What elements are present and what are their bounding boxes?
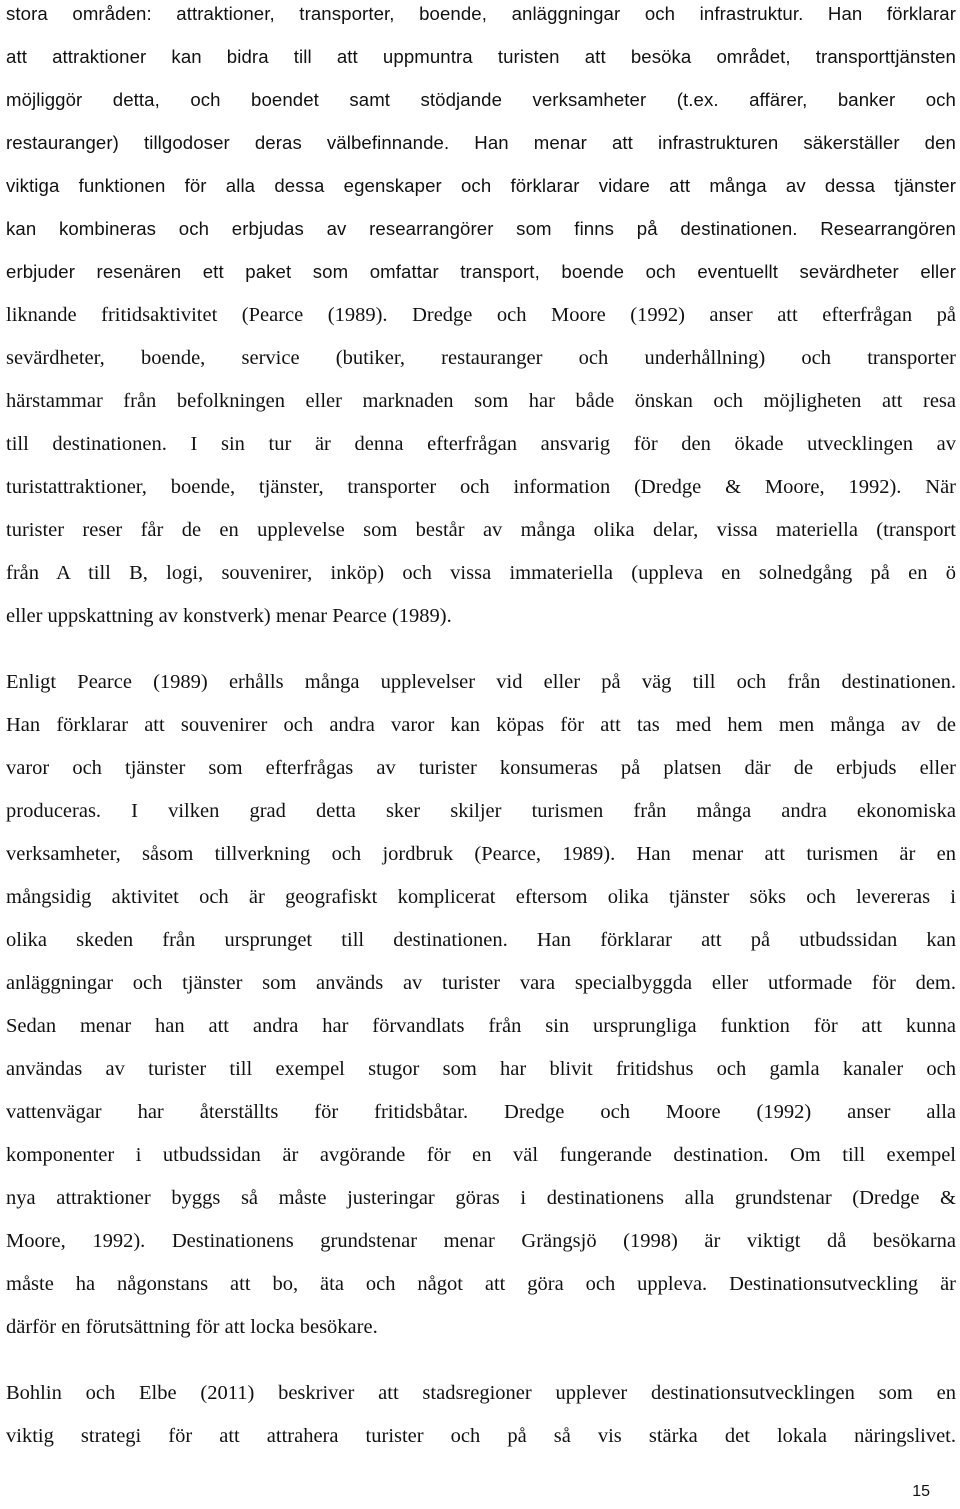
text-line: varor och tjänster som efterfrågas av turister konsumeras på platsen där de erbjuds eller xyxy=(6,757,956,779)
text-line: viktig strategi för att attrahera turister och på så vis stärka det lokala näringslivet. xyxy=(6,1425,956,1447)
text-line: till destinationen. I sin tur är denna efterfrågan ansvarig för den ökade utvecklingen av xyxy=(6,433,956,455)
text-line: stora områden: attraktioner, transporter, boende, anläggningar och infrastruktur. Han förklarar xyxy=(6,3,956,24)
text-line: liknande fritidsaktivitet (Pearce (1989). Dredge och Moore (1992) anser att efterfrågan på xyxy=(6,304,956,326)
text-line: måste ha någonstans att bo, äta och något att göra och uppleva. Destinationsutveckling är xyxy=(6,1273,956,1295)
text-line: Han förklarar att souvenirer och andra varor kan köpas för att tas med hem men många av de xyxy=(6,714,956,736)
text-line: turister reser får de en upplevelse som består av många olika delar, vissa materiella (transport xyxy=(6,519,956,541)
text-line: produceras. I vilken grad detta sker skiljer turismen från många andra ekonomiska xyxy=(6,800,956,822)
text-line: eller uppskattning av konstverk) menar Pearce (1989). xyxy=(6,605,452,627)
text-line: nya attraktioner byggs så måste justeringar göras i destinationens alla grundstenar (Dredge & xyxy=(6,1187,956,1209)
text-line: sevärdheter, boende, service (butiker, restauranger och underhållning) och transporter xyxy=(6,347,956,369)
text-line: komponenter i utbudssidan är avgörande för en väl fungerande destination. Om till exempel xyxy=(6,1144,956,1166)
text-line: därför en förutsättning för att locka besökare. xyxy=(6,1316,378,1338)
text-line: verksamheter, såsom tillverkning och jordbruk (Pearce, 1989). Han menar att turismen är en xyxy=(6,843,956,865)
text-line: viktiga funktionen för alla dessa egenskaper och förklarar vidare att många av dessa tjänster xyxy=(6,175,956,196)
text-line: Enligt Pearce (1989) erhålls många upplevelser vid eller på väg till och från destinationen. xyxy=(6,671,956,693)
text-line: från A till B, logi, souvenirer, inköp) och vissa immateriella (uppleva en solnedgång på en ö xyxy=(6,562,956,584)
text-line: Moore, 1992). Destinationens grundstenar menar Grängsjö (1998) är viktigt då besökarna xyxy=(6,1230,956,1252)
text-line: Sedan menar han att andra har förvandlats från sin ursprungliga funktion för att kunna xyxy=(6,1015,956,1037)
text-line: kan kombineras och erbjudas av researrangörer som finns på destinationen. Researrangören xyxy=(6,218,956,239)
text-line: olika skeden från ursprunget till destinationen. Han förklarar att på utbudssidan kan xyxy=(6,929,956,951)
text-line: erbjuder resenären ett paket som omfattar transport, boende och eventuellt sevärdheter eller xyxy=(6,261,956,282)
text-line: mångsidig aktivitet och är geografiskt komplicerat eftersom olika tjänster söks och levereras i xyxy=(6,886,956,908)
text-line: turistattraktioner, boende, tjänster, transporter och information (Dredge & Moore, 1992). När xyxy=(6,476,956,498)
text-line: användas av turister till exempel stugor som har blivit fritidshus och gamla kanaler och xyxy=(6,1058,956,1080)
page-number: 15 xyxy=(912,1483,930,1500)
text-line: anläggningar och tjänster som används av turister vara specialbyggda eller utformade för dem. xyxy=(6,972,956,994)
text-line: härstammar från befolkningen eller marknaden som har både önskan och möjligheten att resa xyxy=(6,390,956,412)
text-line: vattenvägar har återställts för fritidsbåtar. Dredge och Moore (1992) anser alla xyxy=(6,1101,956,1123)
text-line: att attraktioner kan bidra till att uppmuntra turisten att besöka området, transporttjänsten xyxy=(6,46,956,67)
text-line: Bohlin och Elbe (2011) beskriver att stadsregioner upplever destinationsutvecklingen som en xyxy=(6,1382,956,1404)
text-line: restauranger) tillgodoser deras välbefinnande. Han menar att infrastrukturen säkerställer den xyxy=(6,132,956,153)
text-line: möjliggör detta, och boendet samt stödjande verksamheter (t.ex. affärer, banker och xyxy=(6,89,956,110)
